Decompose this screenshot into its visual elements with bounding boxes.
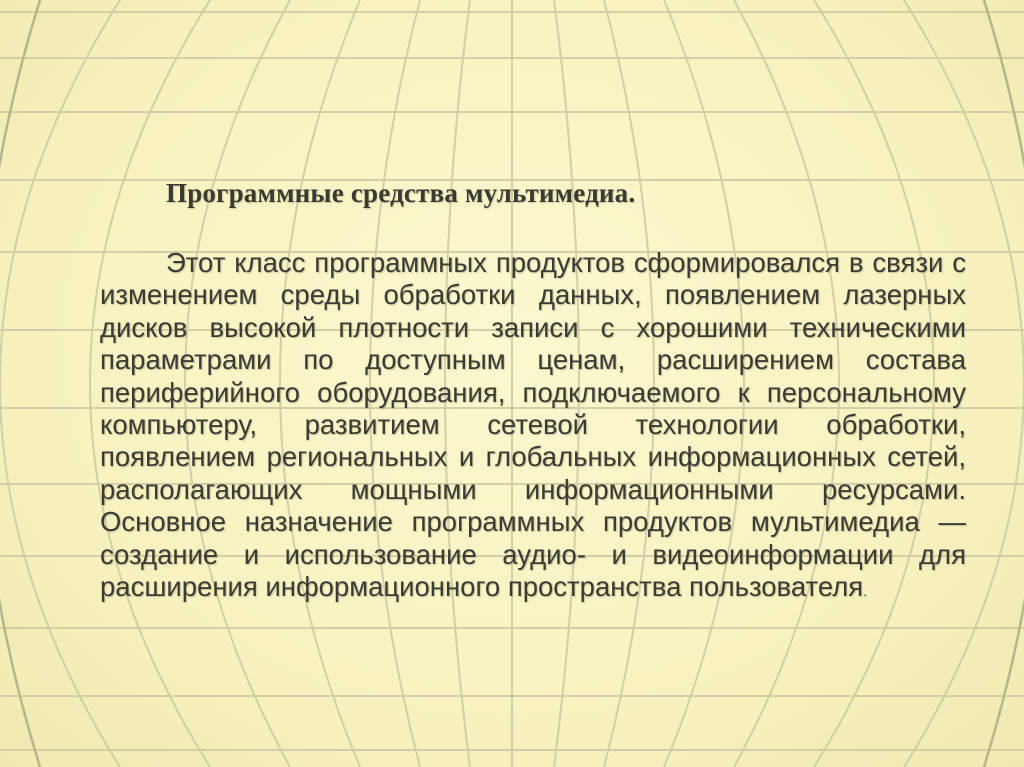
slide-title: Программные средства мультимедиа. (166, 178, 636, 208)
paragraph-text: Этот класс программных продуктов сформировался в связи с изменением среды обработки данных, появлением лазерных дисков высокой плотности записи с хорошими техническими параметрами по доступным ценам, расширением состава периферийного оборудования, подключаемого к персональному компьютеру, развитием сетевой технологии обработки, появлением региональных и глобальных информационных сетей, располагающих мощными информационными ресурсами. Основное назначение программных продуктов мультимедиа — создание и использование аудио- и видеоинформации для расширения информационного пространства пользователя (100, 247, 966, 603)
slide-paragraph (100, 247, 966, 607)
slide-content (100, 178, 966, 607)
paragraph-end: . (863, 583, 868, 600)
